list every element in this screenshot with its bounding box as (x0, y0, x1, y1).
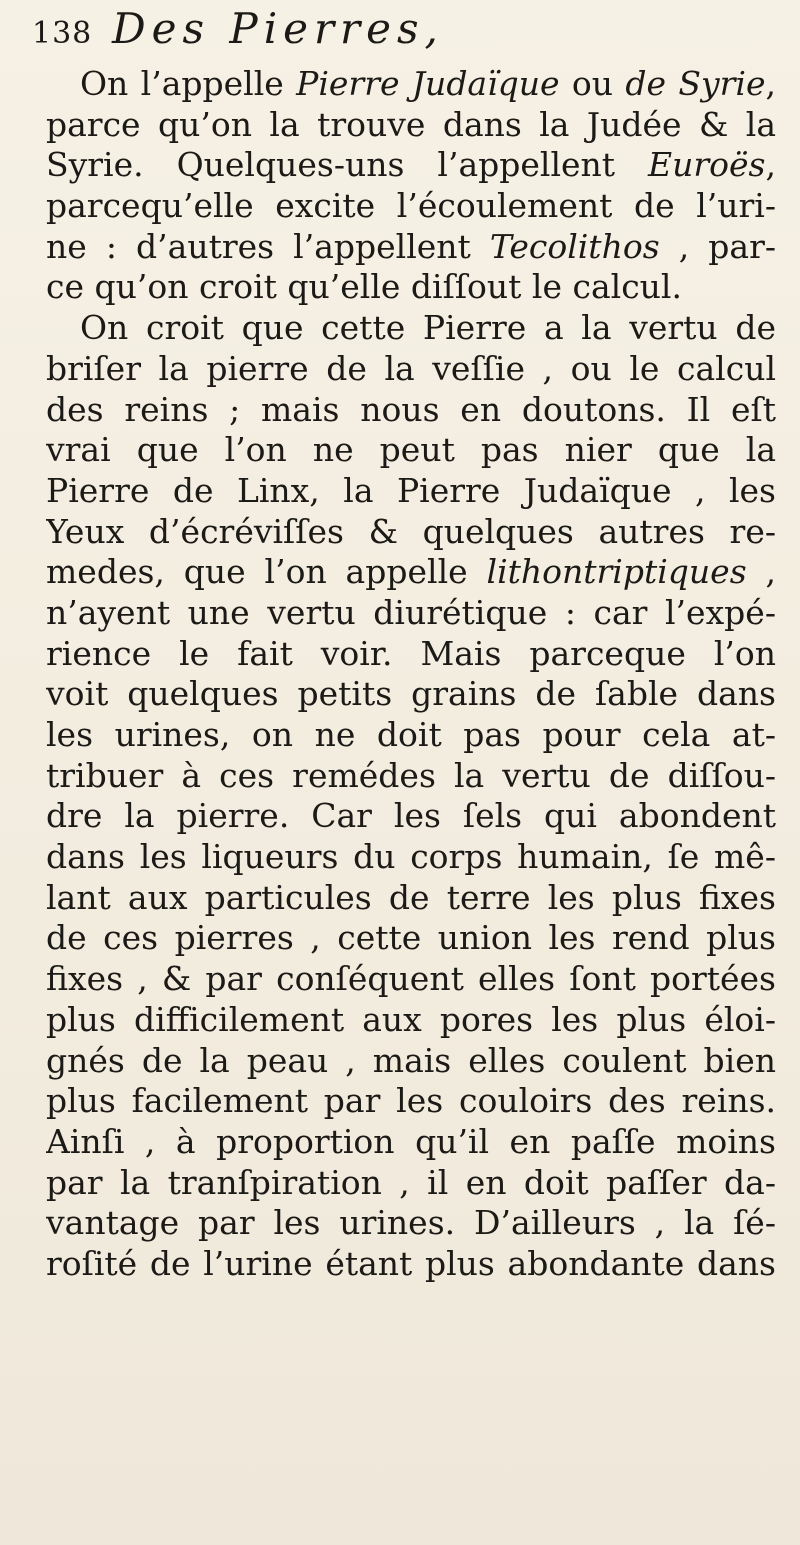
italic-term: Euroës (648, 145, 766, 185)
page-number: 138 (32, 16, 93, 51)
text-line (46, 64, 776, 105)
text-segment: ou (559, 64, 626, 103)
text-line (46, 512, 776, 553)
text-line (46, 1000, 776, 1041)
text-segment: des reins ; mais nous en doutons. Il eſt (46, 389, 776, 429)
text-segment: ce qu’on croit qu’elle diſſout le calcul. (46, 267, 682, 307)
text-segment: , (765, 64, 776, 103)
text-line (46, 227, 776, 268)
italic-term: Pierre Judaïque (296, 64, 560, 103)
text-segment: vrai que l’on ne peut pas nier que la (46, 430, 776, 470)
text-line (46, 267, 776, 308)
text-segment: , par- (659, 226, 776, 266)
text-line (46, 430, 776, 471)
text-segment: Pierre de Linx, la Pierre Judaïque , les (46, 470, 776, 510)
text-segment: parcequ’elle excite l’écoulement de l’uri- (46, 186, 776, 226)
text-segment: , (765, 145, 776, 185)
text-segment: par la tranſpiration , il en doit paſſer da- (46, 1162, 776, 1202)
text-segment: medes, que l’on appelle (46, 552, 487, 592)
text-segment: plus difficilement aux pores les plus éloi- (46, 999, 776, 1039)
text-line (46, 390, 776, 431)
text-segment: dans les liqueurs du corps humain, ſe mê- (46, 837, 776, 877)
text-line (46, 1244, 776, 1285)
text-line (46, 796, 776, 837)
text-line (46, 105, 776, 146)
text-line (46, 308, 776, 349)
text-line (46, 918, 776, 959)
text-segment: vantage par les urines. D’ailleurs , la ſé- (46, 1203, 776, 1243)
text-line (46, 593, 776, 634)
text-line (46, 674, 776, 715)
italic-term: lithontriptiques (486, 552, 747, 592)
text-segment: tribuer à ces remédes la vertu de diſſou- (46, 755, 776, 795)
text-line (46, 1081, 776, 1122)
text-line (46, 715, 776, 756)
text-segment: Ainſi , à proportion qu’il en paſſe moins (46, 1121, 776, 1161)
text-line (46, 878, 776, 919)
text-segment: roſité de l’urine étant plus abondante dans (46, 1243, 776, 1283)
italic-term: de Syrie (625, 64, 766, 103)
text-segment: gnés de la peau , mais elles coulent bien (46, 1040, 776, 1080)
text-line (46, 1203, 776, 1244)
text-segment: fixes , & par conſéquent elles ſont portées (46, 959, 776, 999)
text-segment: les urines, on ne doit pas pour cela at- (46, 715, 776, 754)
page-header (32, 4, 772, 64)
text-segment: On l’appelle (80, 64, 297, 103)
text-segment: parce qu’on la trouve dans la Judée & la (46, 104, 776, 144)
text-line (46, 959, 776, 1000)
text-line (46, 756, 776, 797)
text-line (46, 186, 776, 227)
text-segment: de ces pierres , cette union les rend plus (46, 918, 776, 958)
text-line (46, 145, 776, 186)
text-line (46, 837, 776, 878)
text-segment: dre la pierre. Car les ſels qui abondent (46, 796, 776, 836)
text-segment: n’ayent une vertu diurétique : car l’expé- (46, 592, 776, 632)
text-line (46, 1122, 776, 1163)
text-segment: ne : d’autres l’appellent (46, 226, 490, 266)
text-segment: Syrie. Quelques-uns l’appellent (46, 145, 649, 185)
text-line (46, 1163, 776, 1204)
italic-term: Tecolithos (489, 226, 660, 266)
text-segment: voit quelques petits grains de ſable dans (46, 674, 776, 714)
text-line (46, 1041, 776, 1082)
text-segment: Yeux d’écréviſſes & quelques autres re- (46, 511, 776, 551)
text-line (46, 552, 776, 593)
text-segment: lant aux particules de terre les plus fixes (46, 877, 776, 917)
text-line (46, 471, 776, 512)
text-line (46, 634, 776, 675)
body-text (46, 64, 776, 1285)
text-segment: rience le fait voir. Mais parceque l’on (46, 633, 776, 673)
running-head: Des Pierres, (112, 4, 444, 53)
text-segment: On croit que cette Pierre a la vertu de (80, 308, 776, 348)
text-line (46, 349, 776, 390)
text-segment: , (746, 552, 776, 592)
text-segment: plus facilement par les couloirs des reins. (46, 1081, 776, 1121)
text-segment: briſer la pierre de la veſſie , ou le calcul (46, 348, 776, 388)
